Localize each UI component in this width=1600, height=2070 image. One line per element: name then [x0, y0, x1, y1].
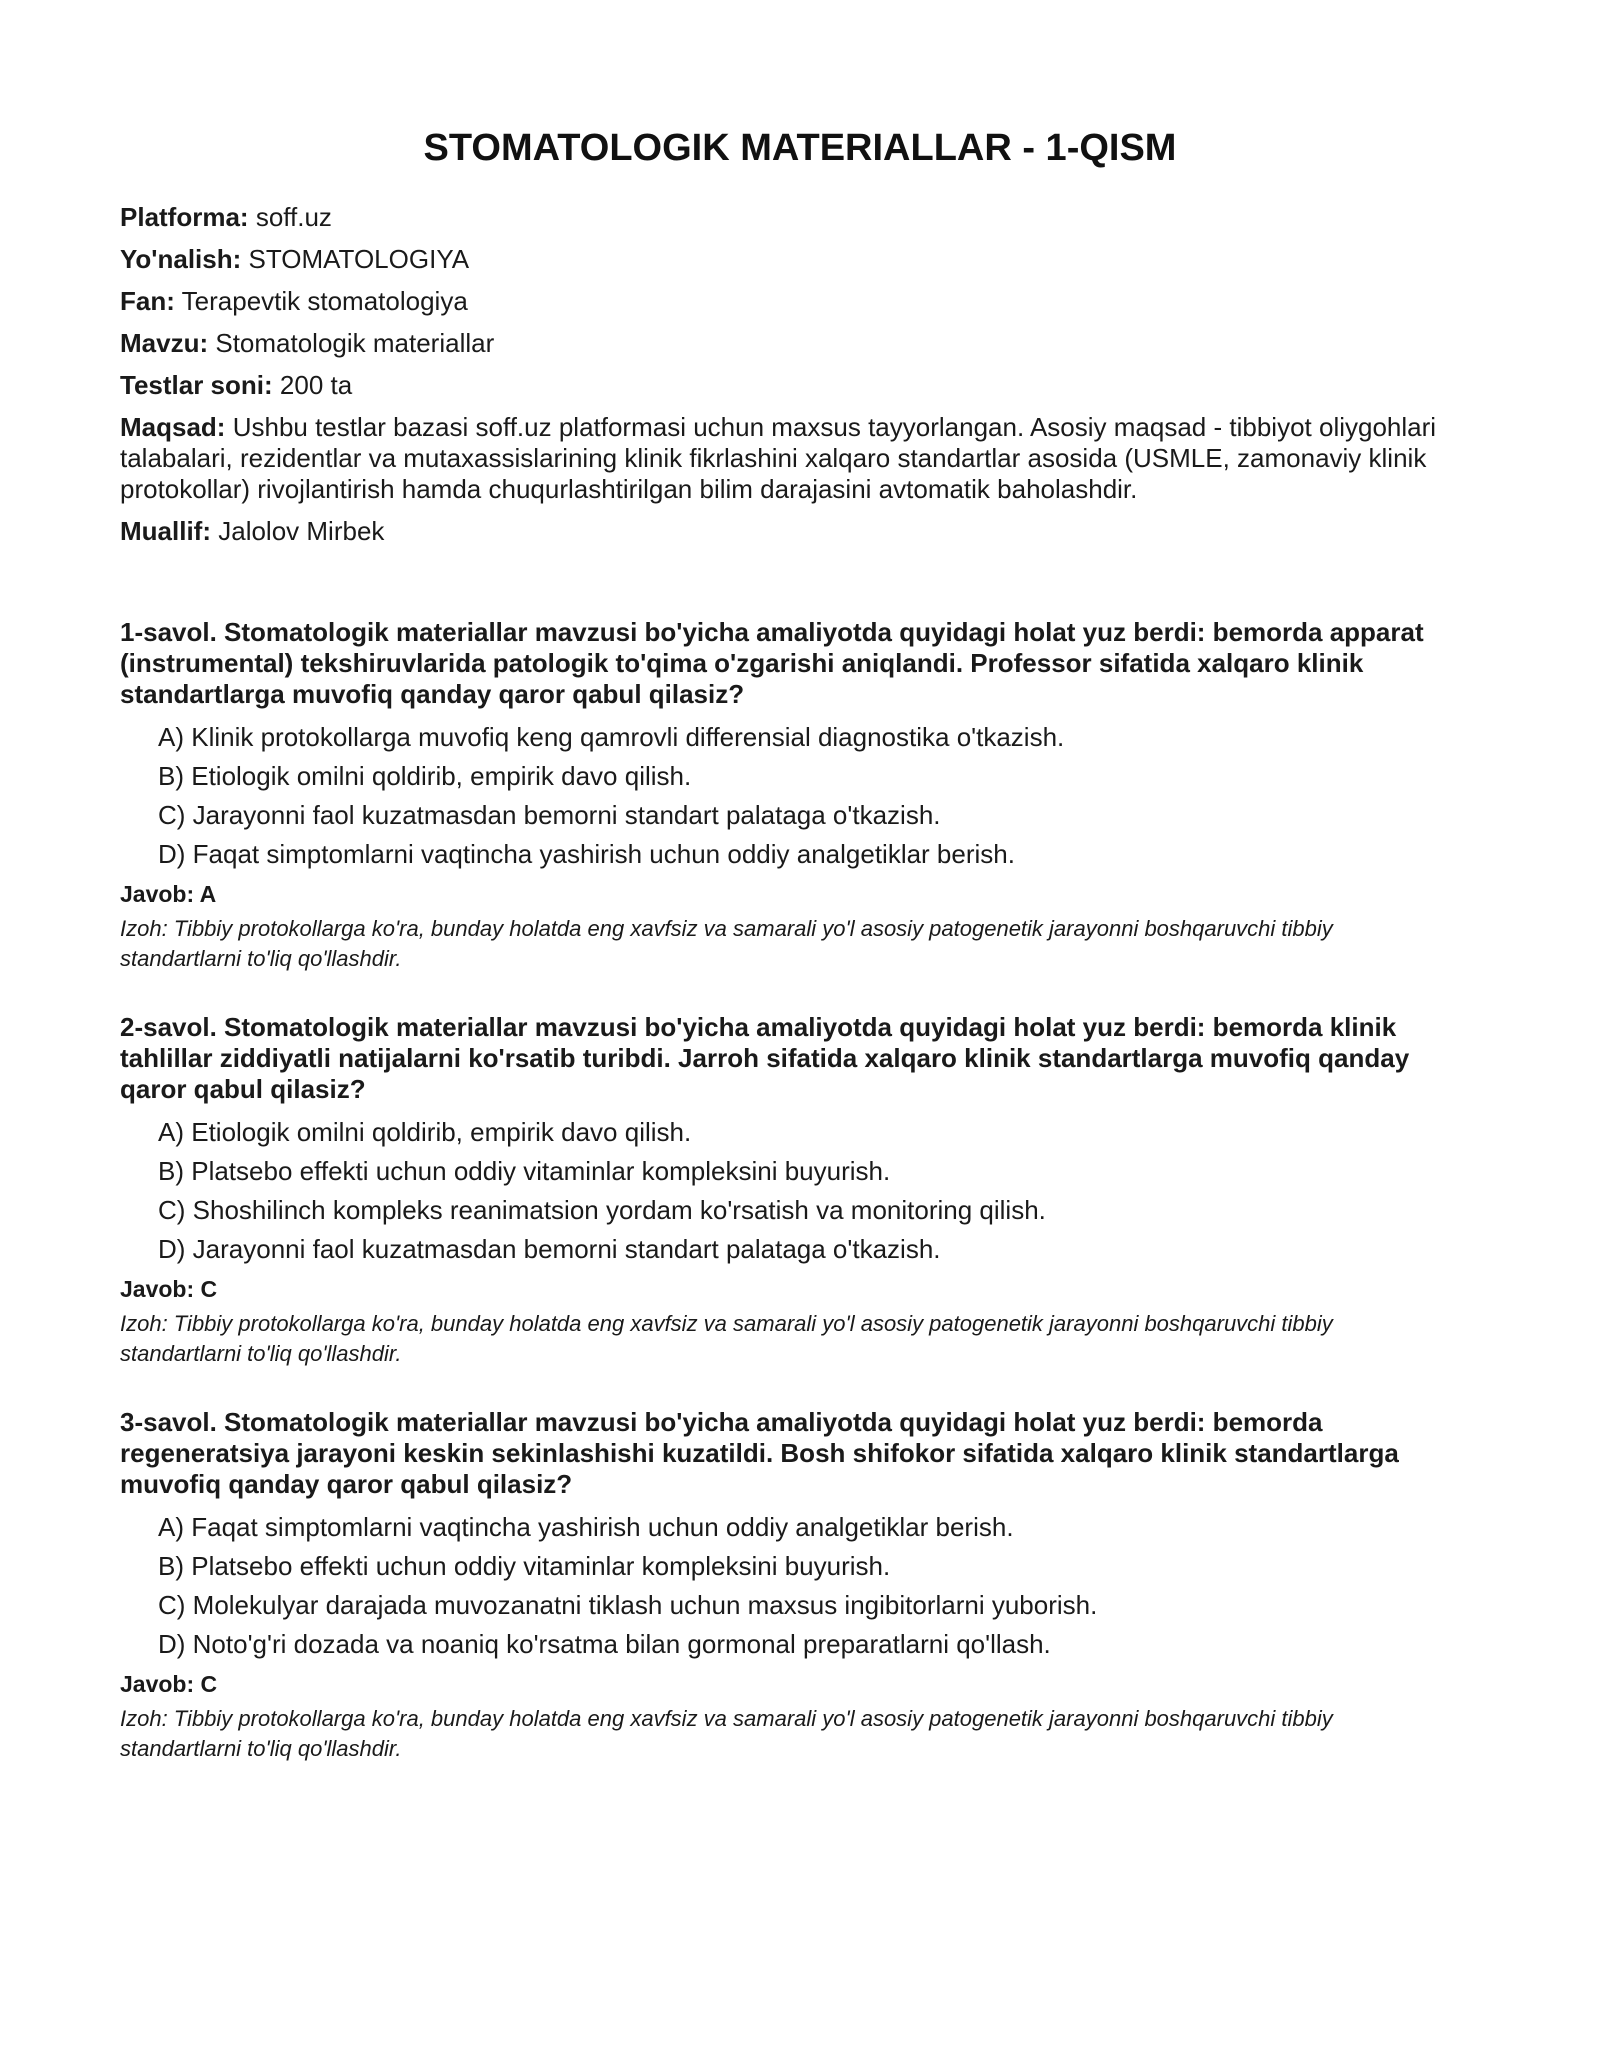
answer-options	[120, 1117, 1480, 1265]
question-block	[120, 617, 1480, 974]
explanation: Izoh: Tibbiy protokollarga ko'ra, bunday holatda eng xavfsiz va samarali yo'l asosiy patogenetik jarayonni boshqaruvchi tibbiy standartlarni to'liq qo'llashdir.	[120, 1706, 1333, 1761]
question-text: 3-savol. Stomatologik materiallar mavzusi bo'yicha amaliyotda quyidagi holat yuz berdi: bemorda regeneratsiya jarayoni keskin sekinlashishi kuzatildi. Bosh shifokor sifatida xalqaro klinik standartlarga muvofiq qanday qaror qabul qilasiz?	[120, 1407, 1399, 1499]
meta-value: 200 ta	[279, 370, 353, 400]
correct-answer: Javob: A	[120, 881, 217, 907]
option-b: B) Platsebo effekti uchun oddiy vitaminlar kompleksini buyurish.	[158, 1551, 891, 1581]
option-d: D) Faqat simptomlarni vaqtincha yashirish uchun oddiy analgetiklar berish.	[158, 839, 1015, 869]
meta-author	[120, 516, 1480, 547]
document-title: STOMATOLOGIK MATERIALLAR - 1-QISM	[423, 127, 1177, 169]
meta-key: Platforma:	[120, 202, 249, 232]
question-block	[120, 1407, 1480, 1764]
meta-key: Testlar soni:	[120, 370, 273, 400]
meta-subject	[120, 286, 1480, 317]
meta-value: Ushbu testlar bazasi soff.uz platformasi uchun maxsus tayyorlangan. Asosiy maqsad - tibbiyot oliygohlari talabalari, rezidentlar va mutaxassislarining klinik fikrlashini xalqaro standartlar asosida (USMLE, zamonaviy klinik protokollar) rivojlantirish hamda chuqurlashtirilgan bilim darajasini avtomatik baholashdir.	[120, 412, 1437, 504]
option-c: C) Shoshilinch kompleks reanimatsion yordam ko'rsatish va monitoring qilish.	[158, 1195, 1046, 1225]
meta-value: Terapevtik stomatologiya	[181, 286, 468, 316]
questions-section	[120, 617, 1480, 1764]
meta-topic	[120, 328, 1480, 359]
explanation: Izoh: Tibbiy protokollarga ko'ra, bunday holatda eng xavfsiz va samarali yo'l asosiy patogenetik jarayonni boshqaruvchi tibbiy standartlarni to'liq qo'llashdir.	[120, 1311, 1333, 1366]
correct-answer: Javob: C	[120, 1276, 218, 1302]
meta-direction	[120, 244, 1480, 275]
question-text: 2-savol. Stomatologik materiallar mavzusi bo'yicha amaliyotda quyidagi holat yuz berdi: bemorda klinik tahlillar ziddiyatli natijalarni ko'rsatib turibdi. Jarroh sifatida xalqaro klinik standartlarga muvofiq qanday qaror qabul qilasiz?	[120, 1012, 1410, 1104]
option-a: A) Etiologik omilni qoldirib, empirik davo qilish.	[158, 1117, 692, 1147]
option-a: A) Faqat simptomlarni vaqtincha yashirish uchun oddiy analgetiklar berish.	[158, 1512, 1014, 1542]
question-text: 1-savol. Stomatologik materiallar mavzusi bo'yicha amaliyotda quyidagi holat yuz berdi: bemorda apparat (instrumental) tekshiruvlarida patologik to'qima o'zgarishi aniqlandi. Professor sifatida xalqaro klinik standartlarga muvofiq qanday qaror qabul qilasiz?	[120, 617, 1424, 709]
option-d: D) Jarayonni faol kuzatmasdan bemorni standart palataga o'tkazish.	[158, 1234, 941, 1264]
meta-value: soff.uz	[255, 202, 332, 232]
meta-value: Stomatologik materiallar	[215, 328, 495, 358]
option-b: B) Platsebo effekti uchun oddiy vitaminlar kompleksini buyurish.	[158, 1156, 891, 1186]
option-b: B) Etiologik omilni qoldirib, empirik davo qilish.	[158, 761, 692, 791]
meta-value: Jalolov Mirbek	[218, 516, 385, 546]
metadata-section	[120, 202, 1480, 547]
meta-key: Maqsad:	[120, 412, 226, 442]
answer-options	[120, 1512, 1480, 1660]
meta-value: STOMATOLOGIYA	[248, 244, 470, 274]
meta-platform	[120, 202, 1480, 233]
option-a: A) Klinik protokollarga muvofiq keng qamrovli differensial diagnostika o'tkazish.	[158, 722, 1065, 752]
question-block	[120, 1012, 1480, 1369]
meta-key: Yo'nalish:	[120, 244, 242, 274]
meta-test-count	[120, 370, 1480, 401]
meta-key: Muallif:	[120, 516, 211, 546]
meta-key: Fan:	[120, 286, 175, 316]
meta-key: Mavzu:	[120, 328, 209, 358]
option-c: C) Jarayonni faol kuzatmasdan bemorni standart palataga o'tkazish.	[158, 800, 941, 830]
option-d: D) Noto'g'ri dozada va noaniq ko'rsatma bilan gormonal preparatlarni qo'llash.	[158, 1629, 1051, 1659]
meta-purpose	[120, 412, 1480, 505]
answer-options	[120, 722, 1480, 870]
explanation: Izoh: Tibbiy protokollarga ko'ra, bunday holatda eng xavfsiz va samarali yo'l asosiy patogenetik jarayonni boshqaruvchi tibbiy standartlarni to'liq qo'llashdir.	[120, 916, 1333, 971]
option-c: C) Molekulyar darajada muvozanatni tiklash uchun maxsus ingibitorlarni yuborish.	[158, 1590, 1098, 1620]
correct-answer: Javob: C	[120, 1671, 218, 1697]
document-page	[120, 0, 1480, 1802]
